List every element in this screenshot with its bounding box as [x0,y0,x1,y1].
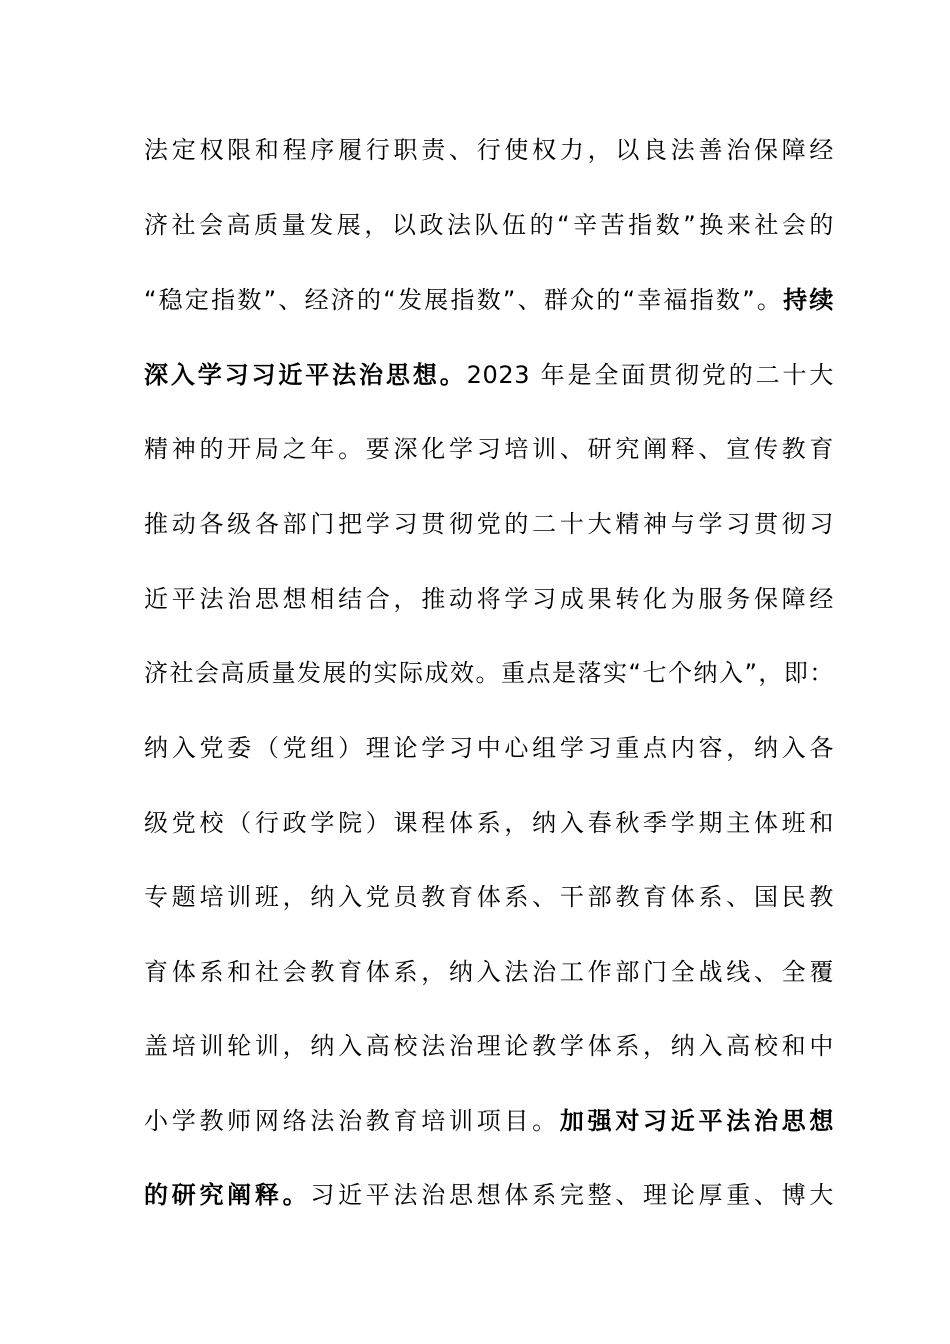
text-line [144,280,834,320]
text-run: 济社会高质量发展的实际成效。重点是落实“七个纳入”，即： [144,659,834,687]
text-line [144,504,834,544]
text-run: “稳定指数”、经济的“发展指数”、群众的“幸福指数”。 [144,286,784,314]
bold-heading-run: 的研究阐释。 [144,1181,311,1209]
bold-heading-run: 持续 [783,286,834,314]
text-run: 纳入党委（党组）理论学习中心组学习重点内容，纳入各 [144,734,834,762]
text-run: 专题培训班，纳入党员教育体系、干部教育体系、国民教 [144,883,834,911]
text-line [144,803,834,843]
text-run: 小学教师网络法治教育培训项目。 [144,1107,560,1135]
text-run: 盖培训轮训，纳入高校法治理论教学体系，纳入高校和中 [144,1032,834,1060]
text-run: 育体系和社会教育体系，纳入法治工作部门全战线、全覆 [144,958,834,986]
text-run: 推动各级各部门把学习贯彻党的二十大精神与学习贯彻习 [144,510,834,538]
bold-heading-run: 深入学习习近平法治思想。 [144,361,467,389]
text-run: 精神的开局之年。要深化学习培训、研究阐释、宣传教育 [144,435,834,463]
text-line [144,877,834,917]
text-line [144,952,834,992]
text-line [144,130,834,170]
text-run: 2023 年是全面贯彻党的二十大 [466,361,835,389]
text-line [144,1175,834,1215]
text-run: 济社会高质量发展，以政法队伍的“辛苦指数”换来社会的 [144,211,834,239]
text-line [144,355,834,395]
text-line [144,429,834,469]
text-line [144,728,834,768]
text-line [144,1026,834,1066]
text-run: 级党校（行政学院）课程体系，纳入春秋季学期主体班和 [144,809,834,837]
text-line [144,1101,834,1141]
text-run: 近平法治思想相结合，推动将学习成果转化为服务保障经 [144,585,834,613]
text-line [144,579,834,619]
text-line [144,205,834,245]
text-run: 习近平法治思想体系完整、理论厚重、博大 [310,1181,834,1209]
text-line [144,653,834,693]
text-run: 法定权限和程序履行职责、行使权力，以良法善治保障经 [144,136,834,164]
bold-heading-run: 加强对习近平法治思想 [559,1107,834,1135]
